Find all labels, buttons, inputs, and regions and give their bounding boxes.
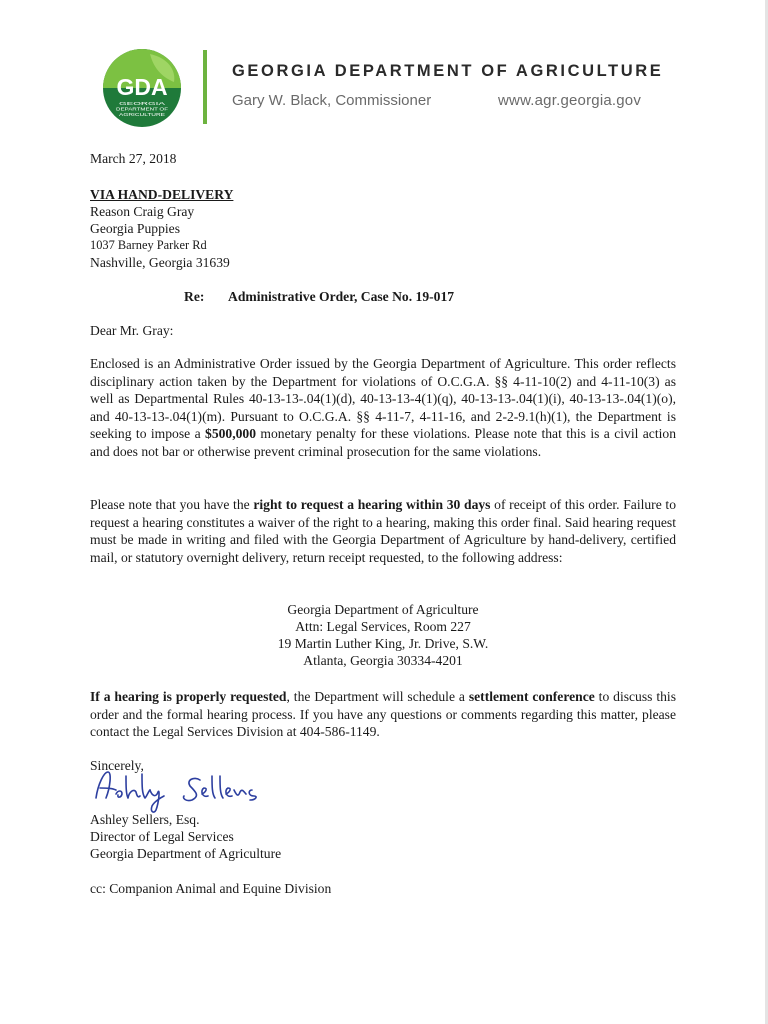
hearing-deadline: right to request a hearing within 30 days (253, 497, 491, 512)
salutation: Dear Mr. Gray: (90, 323, 174, 338)
logo-gda-text: GDA (116, 74, 168, 100)
organization-name: GEORGIA DEPARTMENT OF AGRICULTURE (232, 62, 664, 80)
delivery-method: VIA HAND-DELIVERY (90, 187, 234, 202)
recipient-street: 1037 Barney Parker Rd (90, 238, 207, 252)
gda-logo (102, 48, 182, 128)
address-line: Georgia Department of Agriculture (287, 602, 479, 617)
paragraph-hearing-rights: Please note that you have the right to request a hearing within 30 days of receipt of this order. Failure to request a hearing constitutes a waiver of the right to a hearing, making this order final. Said hearing request must be made in writing and filed with the Georgia Department of Agriculture by hand-delivery, certified mail, or statutory overnight delivery, return receipt requested, to the following address: (90, 497, 676, 565)
recipient-name: Reason Craig Gray (90, 204, 195, 219)
re-subject: Administrative Order, Case No. 19-017 (228, 289, 455, 304)
address-line: 19 Martin Luther King, Jr. Drive, S.W. (277, 636, 489, 651)
recipient-city: Nashville, Georgia 31639 (90, 255, 230, 270)
address-line: Atlanta, Georgia 30334-4201 (303, 653, 463, 668)
svg-text:DEPARTMENT OF: DEPARTMENT OF (116, 106, 169, 112)
svg-text:GEORGIA: GEORGIA (119, 101, 166, 106)
closing: Sincerely, (90, 758, 144, 773)
penalty-amount: $500,000 (205, 426, 256, 441)
letter-date: March 27, 2018 (90, 151, 177, 166)
carbon-copy: cc: Companion Animal and Equine Division (90, 881, 332, 896)
signer-title: Director of Legal Services (90, 829, 234, 844)
svg-text:AGRICULTURE: AGRICULTURE (119, 112, 166, 117)
website-link[interactable]: www.agr.georgia.gov (498, 92, 642, 109)
commissioner-name: Gary W. Black, Commissioner (232, 92, 432, 109)
letterhead-divider (203, 50, 207, 124)
handwritten-signature (88, 758, 288, 814)
address-line: Attn: Legal Services, Room 227 (295, 619, 471, 634)
recipient-company: Georgia Puppies (90, 221, 180, 236)
paragraph-order-summary: Enclosed is an Administrative Order issued by the Georgia Department of Agriculture. This order reflects disciplinary action taken by the Department for violations of O.C.G.A. §§ 4-11-10(2) and 4-11-10(3) as well as Departmental Rules 40-13-13-.04(1)(d), 40-13-13-4(1)(q), 40-13-13-.04(1)(i), 40-13-13-.04(1)(o), and 40-13-13-.04(1)(m). Pursuant to O.C.G.A. §§ 4-11-7, 4-11-16, and 2-2-9.1(h)(1), the Department is seeking to impose a $500,000 monetary penalty for these violations. Please note that this is a civil action and does not bar or otherwise prevent criminal prosecution for the same violations. (90, 356, 676, 459)
re-label: Re: (184, 289, 205, 304)
signer-organization: Georgia Department of Agriculture (90, 846, 282, 861)
signer-name: Ashley Sellers, Esq. (90, 812, 200, 827)
paragraph-settlement: If a hearing is properly requested, the Department will schedule a settlement conference to discuss this order and the formal hearing process. If you have any questions or comments regarding this matter, please contact the Legal Services Division at 404-586-1149. (90, 689, 676, 739)
